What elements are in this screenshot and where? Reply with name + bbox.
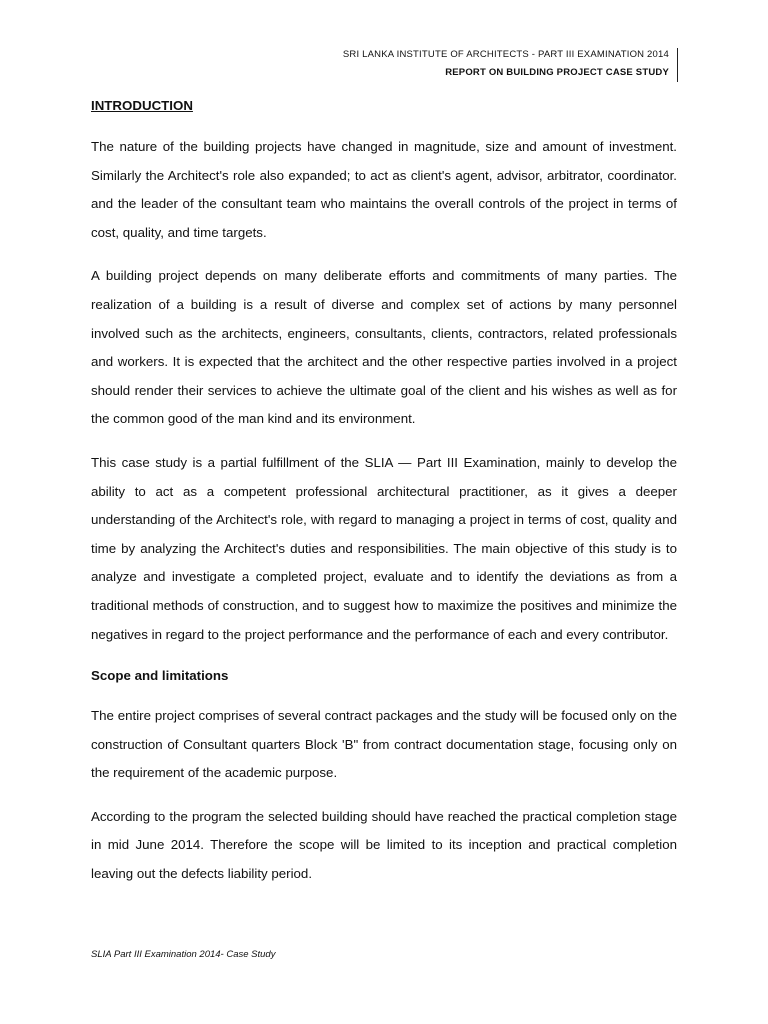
document-body <box>91 94 677 904</box>
scope-paragraph-1: The entire project comprises of several contract packages and the study will be focused only on the construction of Consultant quarters Block 'B" from contract documentation stage, focusing only on the requirement of the academic purpose. <box>91 708 677 781</box>
intro-paragraph-3: This case study is a partial fulfillment of the SLIA — Part III Examination, mainly to develop the ability to act as a competent professional architectural practitioner, as it gives a deeper understanding of the Architect's role, with regard to managing a project in terms of cost, quality and time by analyzing the Architect's duties and responsibilities. The main objective of this study is to analyze and investigate a completed project, evaluate and to identify the deviations as from a traditional methods of construction, and to suggest how to maximize the positives and minimize the negatives in regard to the project performance and the performance of each and every contributor. <box>91 454 677 642</box>
page-footer: SLIA Part III Examination 2014- Case Study <box>91 949 276 960</box>
header-report-title: REPORT ON BUILDING PROJECT CASE STUDY <box>445 67 669 78</box>
scope-paragraph-2: According to the program the selected building should have reached the practical completion stage in mid June 2014. Therefore the scope will be limited to its inception and practical completion leaving out the defects liability period. <box>91 808 677 882</box>
header-institute-line: SRI LANKA INSTITUTE OF ARCHITECTS - PART III EXAMINATION 2014 <box>342 49 669 60</box>
introduction-heading: INTRODUCTION <box>91 98 193 113</box>
page-header <box>343 46 678 82</box>
scope-heading: Scope and limitations <box>91 668 229 684</box>
intro-paragraph-1: The nature of the building projects have changed in magnitude, size and amount of investment. Similarly the Architect's role also expanded; to act as client's agent, advisor, arbitrator, coordinator. and the leader of the consultant team who maintains the overall controls of the project in terms of cost, quality, and time targets. <box>91 139 677 240</box>
intro-paragraph-2: A building project depends on many deliberate efforts and commitments of many parties. The realization of a building is a result of diverse and complex set of actions by many personnel involved such as the architects, engineers, consultants, clients, contractors, related professionals and workers. It is expected that the architect and the other respective parties involved in a project should render their services to achieve the ultimate goal of the client and his wishes as well as for the common good of the man kind and its environment. <box>91 268 677 427</box>
header-vertical-rule <box>677 48 678 82</box>
